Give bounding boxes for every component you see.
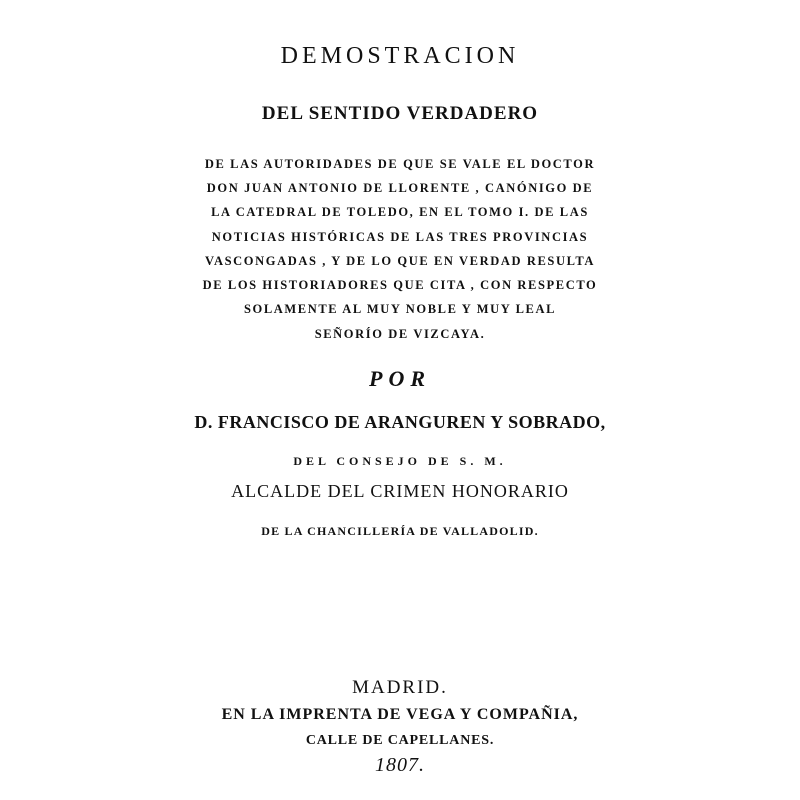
description-line: SEÑORÍO DE VIZCAYA. <box>314 327 486 341</box>
author-name: D. FRANCISCO DE ARANGUREN Y SOBRADO, <box>194 412 606 432</box>
description-line: NOTICIAS HISTÓRICAS DE LAS TRES PROVINCIAS <box>211 230 589 244</box>
description-line: SOLAMENTE AL MUY NOBLE Y MUY LEAL <box>243 302 557 316</box>
book-subtitle: DEL SENTIDO VERDADERO <box>261 103 539 124</box>
description-line: LA CATEDRAL DE TOLEDO, EN EL TOMO I. DE LAS <box>211 205 589 219</box>
description-line: DE LAS AUTORIDADES DE QUE SE VALE EL DOCTOR <box>204 157 596 171</box>
author-court: DE LA CHANCILLERÍA DE VALLADOLID. <box>261 524 539 538</box>
description-line: DON JUAN ANTONIO DE LLORENTE , CANÓNIGO DE <box>206 181 594 195</box>
by-label: POR <box>369 366 431 391</box>
imprint-street: CALLE DE CAPELLANES. <box>305 733 495 748</box>
imprint-year: 1807. <box>375 754 425 776</box>
book-title: DEMOSTRACION <box>280 43 520 69</box>
description-line: DE LOS HISTORIADORES QUE CITA , CON RESPECTO <box>202 278 598 292</box>
imprint-city: MADRID. <box>352 677 448 698</box>
author-council: DEL CONSEJO DE S. M. <box>293 454 507 468</box>
description-line: VASCONGADAS , Y DE LO QUE EN VERDAD RESULTA <box>204 254 596 268</box>
author-office: ALCALDE DEL CRIMEN HONORARIO <box>231 481 569 501</box>
imprint-printer: EN LA IMPRENTA DE VEGA Y COMPAÑIA, <box>221 706 579 723</box>
